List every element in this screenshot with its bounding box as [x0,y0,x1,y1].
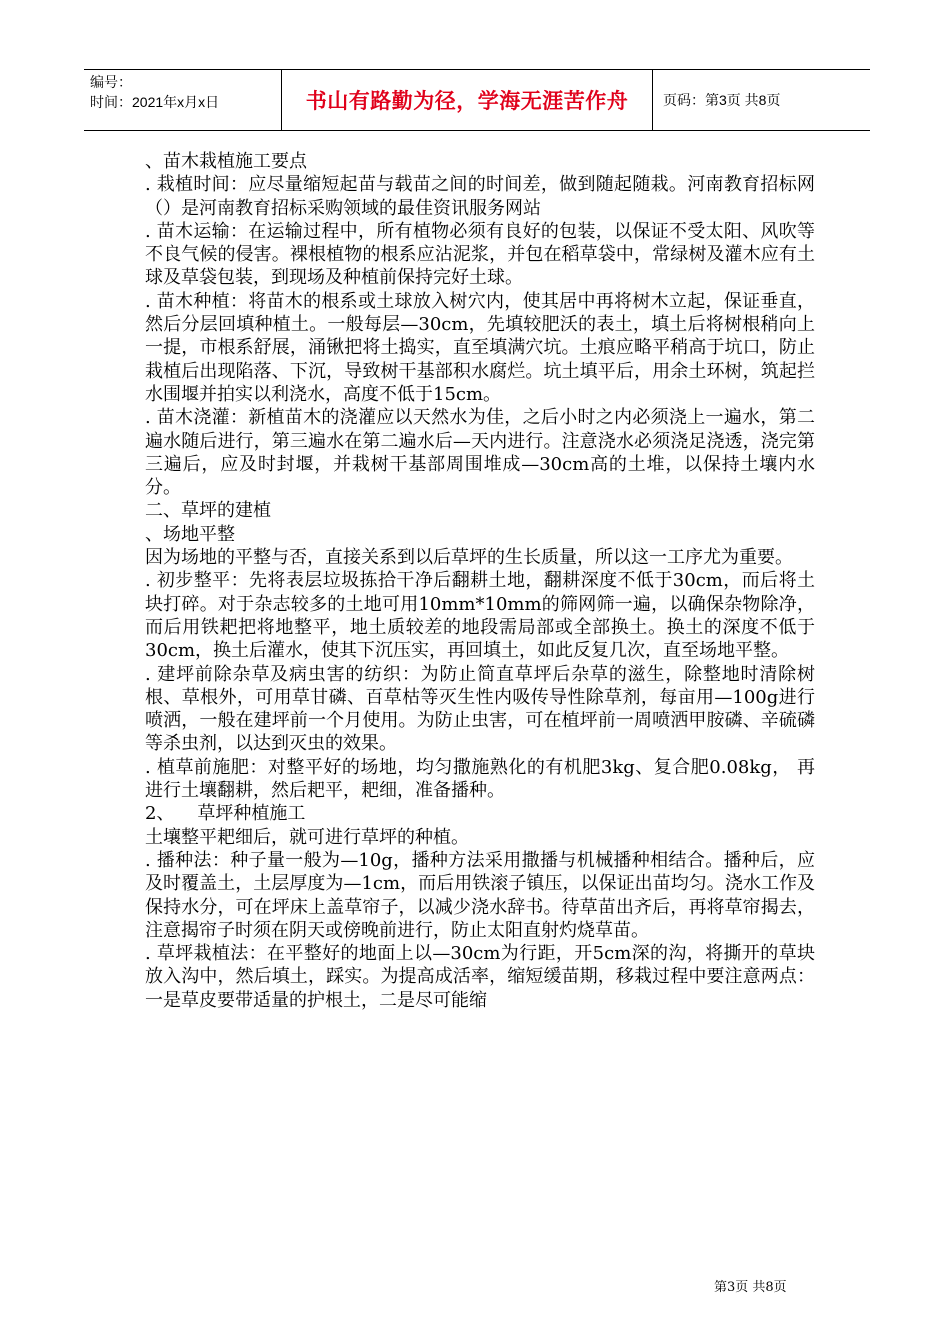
paragraph: . 植草前施肥：对整平好的场地，均匀撒施熟化的有机肥3kg、复合肥0.08kg， 再进行土壤翻耕，然后耙平，耙细，准备播种。 [145,756,815,802]
page-footer [714,1276,834,1295]
paragraph: . 播种法：种子量一般为—10g，播种方法采用撒播与机械播种相结合。播种后，应及时覆盖土，土层厚度为—1cm，而后用铁滚子镇压，以保证出苗均匀。浇水工作及保持水分，可在坪床上盖草帘子，以减少浇水辞书。待草苗出齐后，再将草帘揭去，注意揭帘子时须在阴天或傍晚前进行，防止太阳直射灼烧草苗。 [145,849,815,941]
footer-page-number: 第3页 共8页 [714,1280,787,1295]
paragraph: . 草坪栽植法：在平整好的地面上以—30cm为行距，开5cm深的沟，将撕开的草块放入沟中，然后填土，踩实。为提高成活率，缩短缓苗期，移栽过程中要注意两点：一是草皮要带适量的护根土，二是尽可能缩 [145,943,815,1011]
number-label: 编号： [90,74,132,90]
paragraph: . 建坪前除杂草及病虫害的纺织：为防止简直草坪后杂草的滋生，除整地时清除树根、草根外，可用草甘磷、百草枯等灭生性内吸传导性除草剂，每亩用—100g进行喷洒，一般在建坪前一个月使用。为防止虫害，可在植坪前一周喷洒甲胺磷、辛硫磷等杀虫剂，以达到灭虫的效果。 [145,663,815,755]
header-page-code-cell [653,70,870,130]
paragraph: 因为场地的平整与否，直接关系到以后草坪的生长质量，所以这一工序尤为重要。 [145,547,793,569]
paragraph: . 苗木浇灌：新植苗木的浇灌应以天然水为佳，之后小时之内必须浇上一遍水，第二遍水随后进行，第三遍水在第二遍水后—天内进行。注意浇水必须浇足浇透，浇完第三遍后，应及时封堰，并栽树干基部周围堆成—30cm高的土堆，以保持土壤内水分。 [145,407,815,499]
paragraph: 土壤整平耙细后，就可进行草坪的种植。 [145,826,469,848]
section-heading: 、苗木栽植施工要点 [145,151,307,172]
header-page-code: 页码：第3页 共8页 [663,92,781,108]
time-label: 时间：2021年x月x日 [90,94,220,110]
section-heading: 、场地平整 [145,523,235,545]
body-text [145,150,815,1012]
section-heading: 2、 草坪种植施工 [145,803,306,825]
paragraph: . 苗木种植：将苗木的根系或土球放入树穴内，使其居中再将树木立起，保证垂直，然后分层回填种植土。一般每层—30cm，先填较肥沃的表土，填土后将树根稍向上一提，市根系舒展，涌锹把将土捣实，直至填满穴坑。土痕应略平稍高于坑口，防止栽植后出现陷落、下沉，导致树干基部积水腐烂。坑土填平后，用余土环树，筑起拦水围堰并拍实以利浇水，高度不低于15cm。 [145,290,815,405]
paragraph: . 栽植时间：应尽量缩短起苗与载苗之间的时间差，做到随起随栽。河南教育招标网（）是河南教育招标采购领域的最佳资讯服务网站 [145,174,815,219]
section-heading: 二、草坪的建植 [145,500,271,522]
header-motto: 书山有路勤为径，学海无涯苦作舟 [305,89,629,113]
paragraph: . 初步整平：先将表层垃圾拣拾干净后翻耕土地，翻耕深度不低于30cm，而后将土块打碎。对于杂志较多的土地可用10mm*10mm的筛网筛一遍，以确保杂物除净，而后用铁耙把将地整平，地土质较差的地段需局部或全部换土。换土的深度不低于30cm，换土后灌水，使其下沉压实，再回填土，如此反复几次，直至场地平整。 [145,570,815,662]
page-header [84,69,870,131]
header-meta [84,70,282,130]
paragraph: . 苗木运输：在运输过程中，所有植物必须有良好的包装，以保证不受太阳、风吹等不良气候的侵害。裸根植物的根系应沾泥浆，并包在稻草袋中，常绿树及灌木应有土球及草袋包装，到现场及种植前保持完好土球。 [145,220,815,289]
header-motto-cell [282,70,653,130]
